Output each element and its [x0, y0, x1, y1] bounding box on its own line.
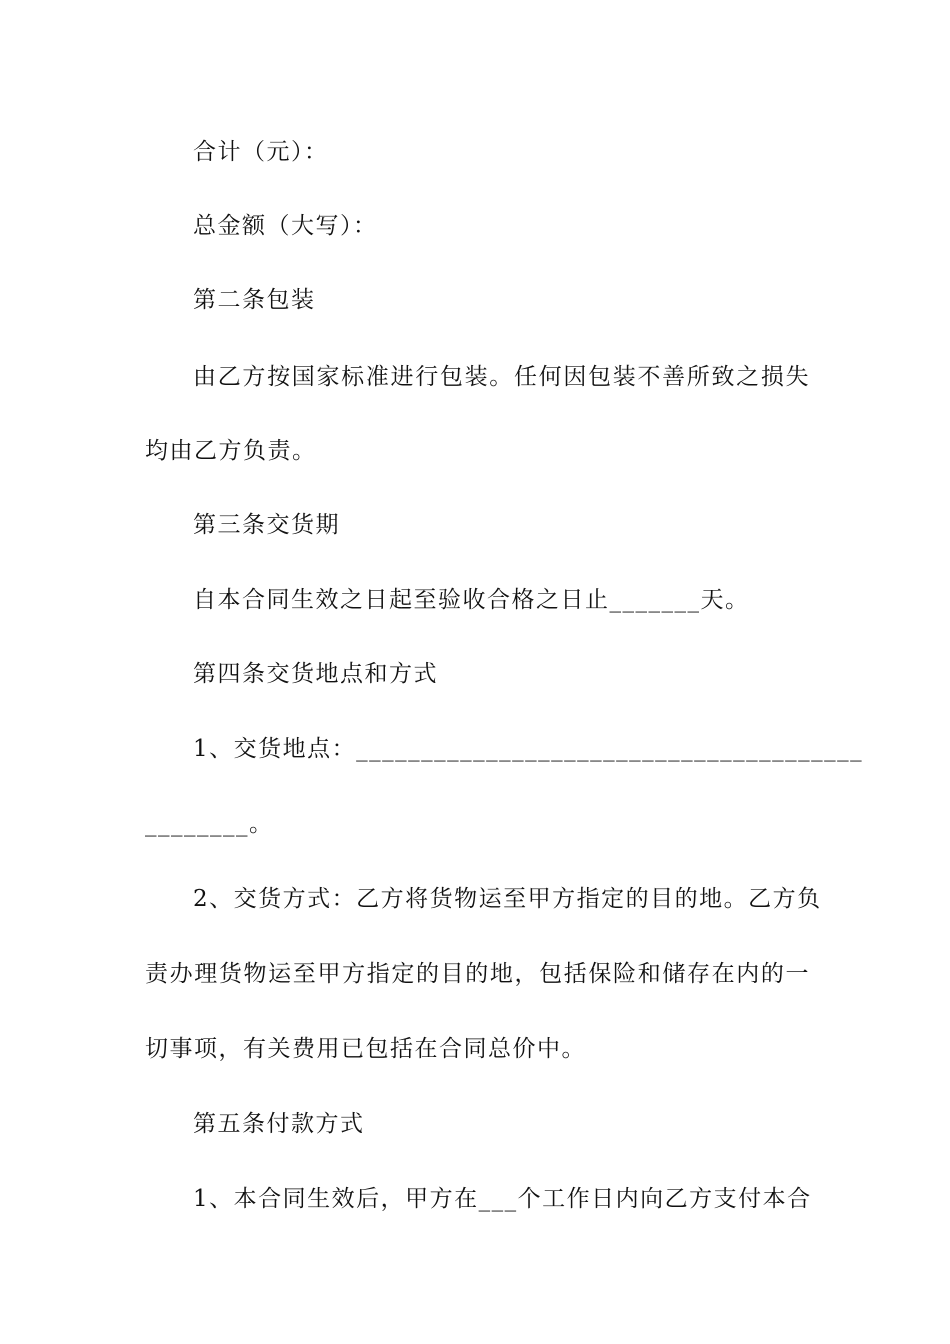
delivery-location-line-1: 1、交货地点：_______________________________________ [193, 736, 864, 762]
article-2-paragraph-line-2: 均由乙方负责。 [145, 438, 317, 464]
delivery-method-line-3: 切事项，有关费用已包括在合同总价中。 [145, 1036, 586, 1062]
article-2-paragraph-line-1: 由乙方按国家标准进行包装。任何因包装不善所致之损失 [193, 364, 810, 390]
delivery-location-line-2: ________。 [145, 811, 274, 837]
total-yuan-label: 合计（元）： [193, 139, 329, 165]
total-amount-uppercase-label: 总金额（大写）： [193, 213, 378, 239]
delivery-method-line-2: 责办理货物运至甲方指定的目的地，包括保险和储存在内的一 [145, 961, 810, 987]
article-3-paragraph: 自本合同生效之日起至验收合格之日止_______天。 [193, 587, 750, 613]
article-5-heading: 第五条付款方式 [193, 1111, 365, 1137]
article-3-heading: 第三条交货期 [193, 512, 340, 538]
payment-terms-line-1: 1、本合同生效后，甲方在___个工作日内向乙方支付本合 [193, 1186, 812, 1212]
delivery-method-line-1: 2、交货方式：乙方将货物运至甲方指定的目的地。乙方负 [193, 886, 822, 912]
article-2-heading: 第二条包装 [193, 287, 316, 313]
article-4-heading: 第四条交货地点和方式 [193, 661, 438, 687]
